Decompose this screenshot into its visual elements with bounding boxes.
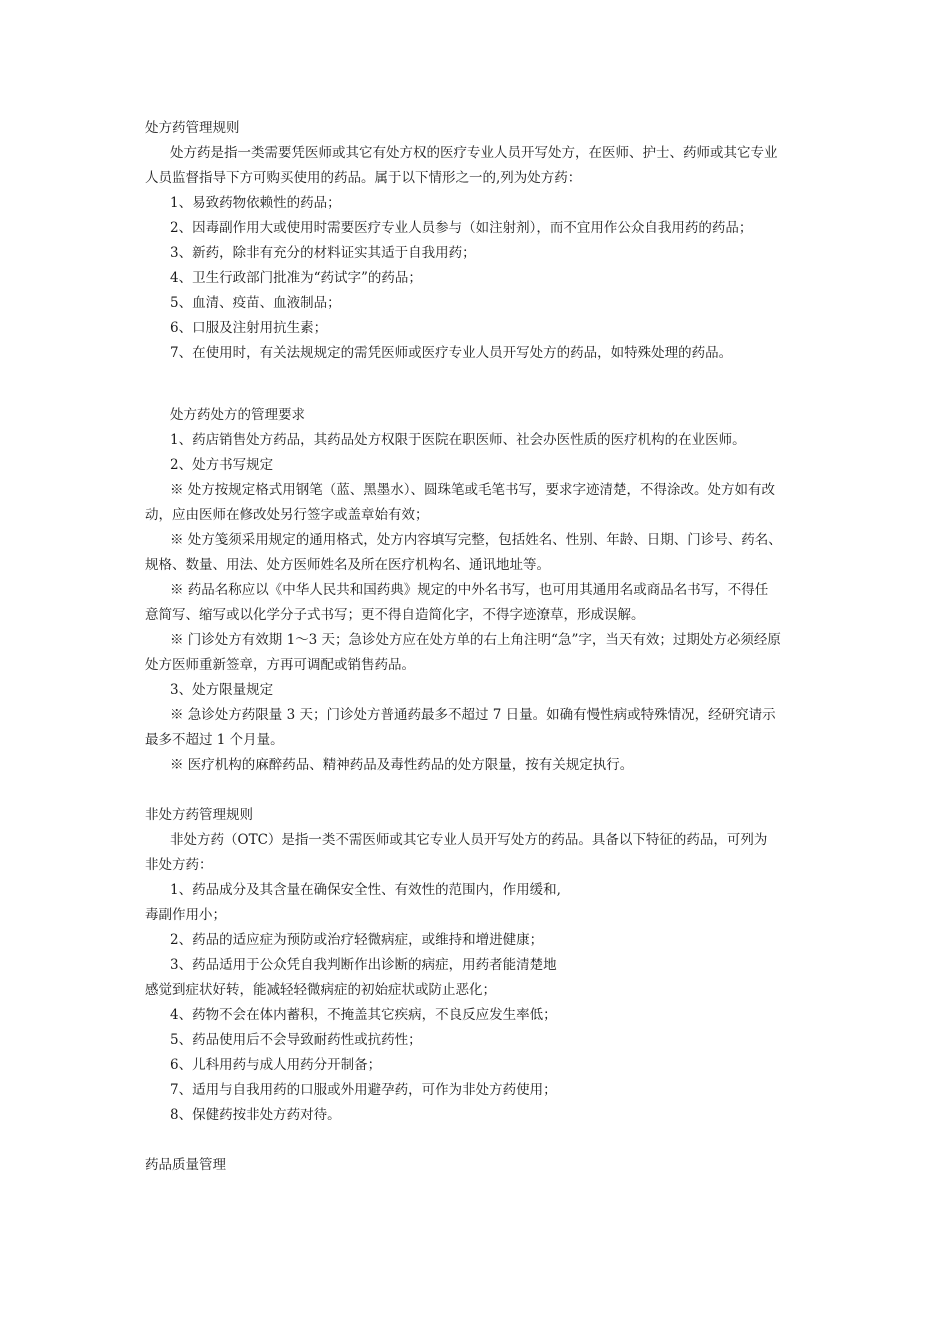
list-item: 6、儿科用药与成人用药分开制备； (170, 1057, 382, 1073)
list-item: 6、口服及注射用抗生素； (170, 320, 328, 336)
note-line: 最多不超过 1 个月量。 (145, 732, 284, 748)
list-item: 1、药店销售处方药品，其药品处方权限于医院在职医师、社会办医性质的医疗机构的在业医师。 (170, 432, 746, 448)
list-item: 7、适用与自我用药的口服或外用避孕药，可作为非处方药使用； (170, 1082, 557, 1098)
note-line: 处方医师重新签章，方再可调配或销售药品。 (145, 657, 415, 673)
spacer (145, 1128, 810, 1153)
note-line: 规格、数量、用法、处方医师姓名及所在医疗机构名、通讯地址等。 (145, 557, 550, 573)
list-item: 1、易致药物依赖性的药品； (170, 195, 341, 211)
note-line: ※ 处方按规定格式用钢笔（蓝、黑墨水）、圆珠笔或毛笔书写，要求字迹清楚，不得涂改。处方如有改 (170, 482, 776, 498)
spacer (145, 366, 810, 391)
section-title-rx-requirements: 处方药处方的管理要求 (170, 407, 305, 423)
paragraph-line: 人员监督指导下方可购买使用的药品。属于以下情形之一的,列为处方药： (145, 170, 582, 186)
list-item: 3、新药，除非有充分的材料证实其适于自我用药； (170, 245, 476, 261)
section-title-rx-rules: 处方药管理规则 (145, 120, 240, 136)
list-item: 感觉到症状好转，能减轻轻微病症的初始症状或防止恶化； (145, 982, 496, 998)
list-item: 3、处方限量规定 (170, 682, 274, 698)
note-line: 动，应由医师在修改处另行签字或盖章始有效； (145, 507, 429, 523)
list-item: 4、药物不会在体内蓄积，不掩盖其它疾病，不良反应发生率低； (170, 1007, 557, 1023)
spacer (145, 391, 810, 403)
note-line: ※ 医疗机构的麻醉药品、精神药品及毒性药品的处方限量，按有关规定执行。 (170, 757, 634, 773)
note-line: ※ 药品名称应以《中华人民共和国药典》规定的中外名书写，也可用其通用名或商品名书写，不得任 (170, 582, 769, 598)
list-item: 2、处方书写规定 (170, 457, 274, 473)
note-line: 意简写、缩写或以化学分子式书写；更不得自造简化字，不得字迹潦草，形成误解。 (145, 607, 645, 623)
list-item: 5、药品使用后不会导致耐药性或抗药性； (170, 1032, 422, 1048)
section-title-quality: 药品质量管理 (145, 1157, 226, 1173)
document-body (145, 116, 810, 1178)
note-line: ※ 急诊处方药限量 3 天；门诊处方普通药最多不超过 7 日量。如确有慢性病或特殊情况，经研究请示 (170, 707, 776, 723)
list-item: 4、卫生行政部门批准为“药试字”的药品； (170, 270, 422, 286)
spacer (145, 778, 810, 803)
note-line: ※ 门诊处方有效期 1～3 天；急诊处方应在处方单的右上角注明“急”字，当天有效；过期处方必须经原 (170, 632, 781, 648)
list-item: 7、在使用时，有关法规规定的需凭医师或医疗专业人员开写处方的药品，如特殊处理的药品。 (170, 345, 733, 361)
list-item: 2、因毒副作用大或使用时需要医疗专业人员参与（如注射剂），而不宜用作公众自我用药的药品； (170, 220, 753, 236)
list-item: 5、血清、疫苗、血液制品； (170, 295, 341, 311)
paragraph-line: 处方药是指一类需要凭医师或其它有处方权的医疗专业人员开写处方，在医师、护士、药师或其它专业 (170, 145, 778, 161)
paragraph-line: 非处方药（OTC）是指一类不需医师或其它专业人员开写处方的药品。具备以下特征的药品，可列为 (170, 832, 768, 848)
paragraph-line: 非处方药： (145, 857, 213, 873)
list-item: 2、药品的适应症为预防或治疗轻微病症，或维持和增进健康； (170, 932, 544, 948)
note-line: ※ 处方笺须采用规定的通用格式，处方内容填写完整，包括姓名、性别、年龄、日期、门诊号、药名、 (170, 532, 782, 548)
list-item: 3、药品适用于公众凭自我判断作出诊断的病症，用药者能清楚地 (170, 957, 557, 973)
list-item: 1、药品成分及其含量在确保安全性、有效性的范围内，作用缓和, (170, 882, 561, 898)
section-title-otc-rules: 非处方药管理规则 (145, 807, 253, 823)
list-item: 毒副作用小； (145, 907, 226, 923)
list-item: 8、保健药按非处方药对待。 (170, 1107, 341, 1123)
